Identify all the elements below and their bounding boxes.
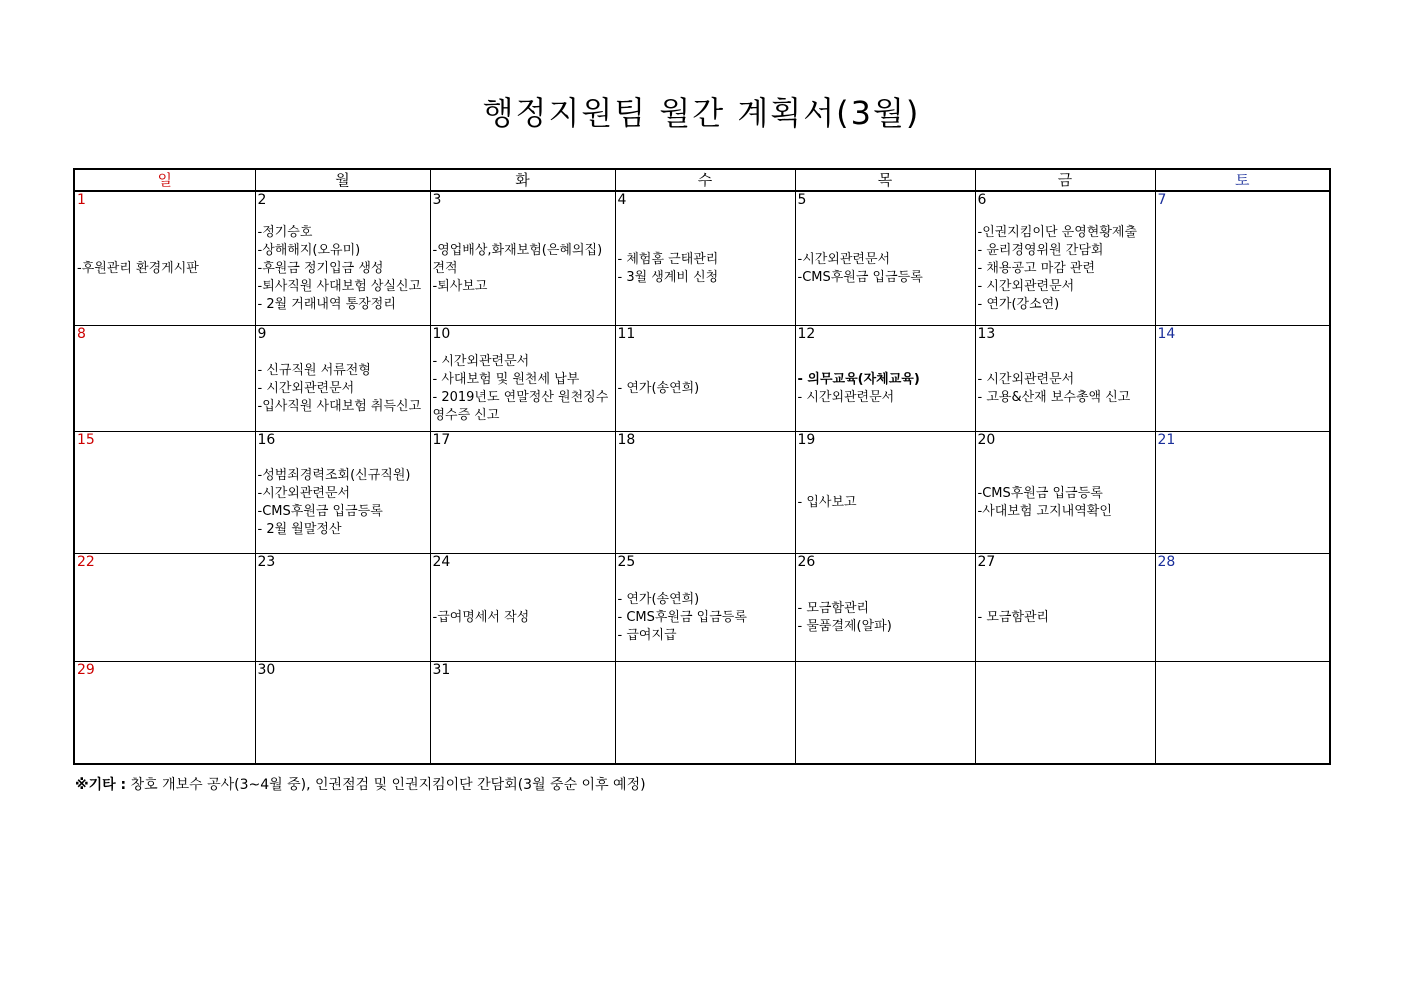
day-cell bbox=[795, 554, 975, 662]
schedule-item: -영업배상,화재보험(은혜의집) 견적 bbox=[432, 242, 603, 276]
day-cell bbox=[74, 191, 255, 326]
weekday-header-row bbox=[74, 169, 1330, 191]
schedule-item: -후원금 정기입금 생성 bbox=[257, 260, 384, 276]
day-number: 28 bbox=[1157, 554, 1176, 570]
footnote-label: ※기타 : bbox=[75, 777, 127, 793]
weekday-sun: 일 bbox=[74, 169, 255, 191]
schedule-item: - 시간외관련문서 bbox=[257, 380, 355, 396]
day-number: 18 bbox=[617, 432, 636, 448]
weekday-wed: 수 bbox=[615, 169, 795, 191]
schedule-item: -퇴사직원 사대보험 상실신고 bbox=[257, 278, 422, 294]
day-number: 17 bbox=[432, 432, 451, 448]
day-cell bbox=[795, 662, 975, 765]
schedule-item: -CMS후원금 입금등록 bbox=[797, 269, 923, 285]
day-number: 13 bbox=[977, 326, 996, 342]
schedule-list bbox=[798, 346, 973, 431]
schedule-list bbox=[618, 346, 793, 431]
weekday-sat: 토 bbox=[1155, 169, 1330, 191]
day-cell bbox=[74, 326, 255, 432]
schedule-item: - 사대보험 및 원천세 납부 bbox=[432, 371, 580, 387]
day-cell bbox=[795, 191, 975, 326]
day-cell bbox=[975, 326, 1155, 432]
day-cell bbox=[430, 191, 615, 326]
day-cell bbox=[255, 191, 430, 326]
day-number: 12 bbox=[797, 326, 816, 342]
schedule-item: - 2019년도 연말정산 원천징수 영수증 신고 bbox=[432, 389, 609, 423]
day-cell bbox=[430, 326, 615, 432]
schedule-item: - 연가(송연희) bbox=[617, 380, 700, 396]
schedule-item: - 2월 월말정산 bbox=[257, 521, 342, 537]
schedule-list bbox=[978, 574, 1153, 661]
schedule-item: - 윤리경영위원 간담회 bbox=[977, 242, 1104, 258]
schedule-item: -시간외관련문서 bbox=[257, 485, 351, 501]
day-number: 31 bbox=[432, 662, 451, 678]
schedule-list bbox=[618, 574, 793, 661]
schedule-item: - 시간외관련문서 bbox=[432, 353, 530, 369]
day-cell bbox=[430, 662, 615, 765]
day-cell bbox=[795, 432, 975, 554]
day-number: 10 bbox=[432, 326, 451, 342]
schedule-item: - 체험홈 근태관리 bbox=[617, 251, 719, 267]
day-number: 14 bbox=[1157, 326, 1176, 342]
day-number: 19 bbox=[797, 432, 816, 448]
schedule-item: - 물품결제(알파) bbox=[797, 618, 892, 634]
day-cell bbox=[795, 326, 975, 432]
day-number: 20 bbox=[977, 432, 996, 448]
week-row bbox=[74, 662, 1330, 765]
footnote-text: 창호 개보수 공사(3~4월 중), 인권점검 및 인권지킴이단 간담회(3월 중순 이후 예정) bbox=[130, 777, 646, 793]
day-number: 29 bbox=[77, 662, 95, 678]
day-cell bbox=[1155, 662, 1330, 765]
day-cell bbox=[975, 662, 1155, 765]
day-cell bbox=[1155, 554, 1330, 662]
day-cell bbox=[615, 554, 795, 662]
schedule-item: - 3월 생계비 신청 bbox=[617, 269, 719, 285]
schedule-item: -성범죄경력조회(신규직원) bbox=[257, 467, 411, 483]
day-number: 1 bbox=[77, 192, 86, 208]
schedule-item: - 시간외관련문서 bbox=[977, 278, 1075, 294]
schedule-list bbox=[618, 212, 793, 325]
schedule-item: -퇴사보고 bbox=[432, 278, 488, 294]
schedule-list bbox=[433, 574, 613, 661]
day-cell bbox=[430, 432, 615, 554]
day-cell bbox=[615, 191, 795, 326]
schedule-list bbox=[798, 452, 973, 553]
schedule-item: - 의무교육(자체교육) bbox=[797, 371, 920, 387]
week-row bbox=[74, 554, 1330, 662]
day-number: 24 bbox=[432, 554, 451, 570]
schedule-item: - 채용공고 마감 관련 bbox=[977, 260, 1096, 276]
schedule-item: -정기승호 bbox=[257, 224, 313, 240]
schedule-item: - 연가(송연희) bbox=[617, 591, 700, 607]
week-row bbox=[74, 432, 1330, 554]
day-number: 8 bbox=[77, 326, 86, 342]
page-title: 행정지원팀 월간 계획서(3월) bbox=[482, 94, 921, 132]
day-cell bbox=[1155, 432, 1330, 554]
schedule-list bbox=[978, 214, 1153, 323]
schedule-list bbox=[798, 212, 973, 325]
day-number: 27 bbox=[977, 554, 996, 570]
weekday-tue: 화 bbox=[430, 169, 615, 191]
schedule-list bbox=[258, 454, 428, 551]
day-cell bbox=[1155, 326, 1330, 432]
day-number: 2 bbox=[257, 192, 267, 208]
day-cell bbox=[255, 662, 430, 765]
monthly-calendar bbox=[73, 168, 1331, 765]
day-number: 25 bbox=[617, 554, 636, 570]
day-number: 3 bbox=[432, 192, 442, 208]
day-cell bbox=[430, 554, 615, 662]
schedule-item: -급여명세서 작성 bbox=[432, 609, 530, 625]
schedule-item: - 모금함관리 bbox=[977, 609, 1050, 625]
schedule-item: - 신규직원 서류전형 bbox=[257, 362, 371, 378]
day-number: 30 bbox=[257, 662, 276, 678]
day-number: 26 bbox=[797, 554, 816, 570]
day-number: 7 bbox=[1157, 192, 1167, 208]
day-cell bbox=[615, 326, 795, 432]
day-number: 9 bbox=[257, 326, 267, 342]
schedule-item: -사대보험 고지내역확인 bbox=[977, 503, 1112, 519]
schedule-list bbox=[433, 212, 613, 325]
day-cell bbox=[74, 432, 255, 554]
week-row bbox=[74, 191, 1330, 326]
schedule-item: - 급여지급 bbox=[617, 627, 677, 643]
schedule-item: -후원관리 환경게시판 bbox=[77, 260, 199, 276]
day-cell bbox=[255, 326, 430, 432]
schedule-item: - 시간외관련문서 bbox=[977, 371, 1075, 387]
schedule-item: -상해해지(오유미) bbox=[257, 242, 361, 258]
day-cell bbox=[74, 662, 255, 765]
schedule-item: -인권지킴이단 운영현황제출 bbox=[977, 224, 1138, 240]
day-number: 5 bbox=[797, 192, 807, 208]
day-cell bbox=[615, 662, 795, 765]
day-cell bbox=[1155, 191, 1330, 326]
schedule-item: - 시간외관련문서 bbox=[797, 389, 895, 405]
day-number: 22 bbox=[77, 554, 95, 570]
weekday-mon: 월 bbox=[255, 169, 430, 191]
schedule-list bbox=[258, 346, 428, 431]
schedule-list bbox=[77, 212, 253, 325]
day-number: 4 bbox=[617, 192, 627, 208]
schedule-item: -입사직원 사대보험 취득신고 bbox=[257, 398, 422, 414]
schedule-item: - 연가(강소연) bbox=[977, 296, 1060, 312]
weekday-fri: 금 bbox=[975, 169, 1155, 191]
day-cell bbox=[975, 191, 1155, 326]
day-number: 6 bbox=[977, 192, 987, 208]
schedule-item: - 입사보고 bbox=[797, 494, 857, 510]
day-number: 21 bbox=[1157, 432, 1176, 448]
footnote bbox=[75, 774, 646, 794]
schedule-item: - 모금함관리 bbox=[797, 600, 870, 616]
day-cell bbox=[74, 554, 255, 662]
weekday-thu: 목 bbox=[795, 169, 975, 191]
day-cell bbox=[255, 432, 430, 554]
day-cell bbox=[975, 432, 1155, 554]
week-row bbox=[74, 326, 1330, 432]
schedule-item: -CMS후원금 입금등록 bbox=[257, 503, 383, 519]
schedule-item: - 고용&산재 보수총액 신고 bbox=[977, 389, 1131, 405]
schedule-list bbox=[798, 574, 973, 661]
day-cell bbox=[255, 554, 430, 662]
schedule-list bbox=[433, 346, 613, 431]
day-cell bbox=[975, 554, 1155, 662]
day-cell bbox=[615, 432, 795, 554]
day-number: 11 bbox=[617, 326, 636, 342]
day-number: 15 bbox=[77, 432, 95, 448]
schedule-item: -시간외관련문서 bbox=[797, 251, 891, 267]
day-number: 16 bbox=[257, 432, 276, 448]
schedule-item: - 2월 거래내역 통장정리 bbox=[257, 296, 396, 312]
schedule-list bbox=[978, 452, 1153, 553]
schedule-item: - CMS후원금 입금등록 bbox=[617, 609, 747, 625]
day-number: 23 bbox=[257, 554, 276, 570]
schedule-item: -CMS후원금 입금등록 bbox=[977, 485, 1103, 501]
schedule-list bbox=[978, 346, 1153, 431]
schedule-list bbox=[258, 214, 428, 323]
